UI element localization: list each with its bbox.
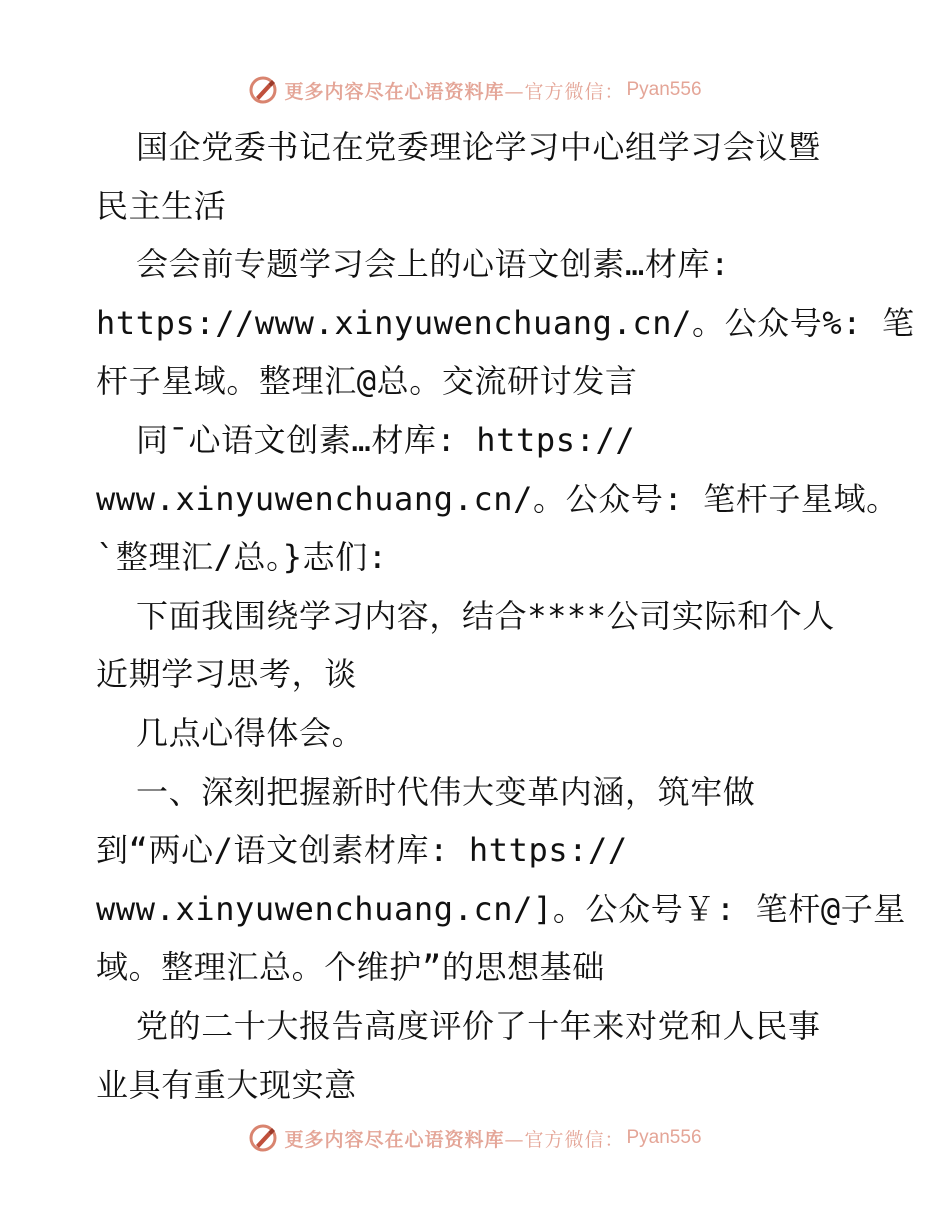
watermark-wechat-label: —官方微信： <box>504 1128 625 1151</box>
section-heading-line: 一、深刻把握新时代伟大变革内涵，筑牢做 <box>136 772 756 811</box>
text-line: https://www.xinyuwenchuang.cn/。公众号%: 笔 <box>96 303 915 342</box>
text-line: 下面我围绕学习内容，结合****公司实际和个人 <box>136 596 835 635</box>
watermark-text: 更多内容尽在心语资料库 <box>284 80 505 103</box>
text-line: 同¯心语文创素…材库: https:// <box>136 420 636 459</box>
watermark-wechat-label: —官方微信： <box>504 80 625 103</box>
text-line: www.xinyuwenchuang.cn/。公众号: 笔杆子星域。 <box>96 479 899 518</box>
text-line: 域。整理汇总。个维护”的思想基础 <box>96 948 605 987</box>
text-line: 民主生活 <box>96 186 227 225</box>
watermark-wechat-id: Pyan556 <box>626 1127 702 1148</box>
watermark-text: 更多内容尽在心语资料库 <box>284 1128 505 1151</box>
watermark-header <box>0 70 950 110</box>
pen-logo-icon <box>248 1123 278 1153</box>
text-line: 到“两心/语文创素材库: https:// <box>96 831 628 870</box>
text-line: 党的二十大报告高度评价了十年来对党和人民事 <box>136 1006 821 1045</box>
text-line: 近期学习思考，谈 <box>96 655 357 694</box>
text-line: 几点心得体会。 <box>136 713 365 752</box>
text-line: `整理汇/总。}志们: <box>96 538 388 577</box>
document-body <box>96 118 915 1114</box>
watermark-wechat-id: Pyan556 <box>626 79 702 100</box>
text-line: 国企党委书记在党委理论学习中心组学习会议暨 <box>136 128 821 166</box>
pen-logo-icon <box>248 75 278 105</box>
text-line: 杆子星域。整理汇@总。交流研讨发言 <box>96 362 638 401</box>
watermark-footer <box>0 1118 950 1158</box>
text-line: www.xinyuwenchuang.cn/]。公众号￥: 笔杆@子星 <box>96 889 906 928</box>
text-line: 会会前专题学习会上的心语文创素…材库: <box>136 245 730 284</box>
text-line: 业具有重大现实意 <box>96 1065 357 1104</box>
